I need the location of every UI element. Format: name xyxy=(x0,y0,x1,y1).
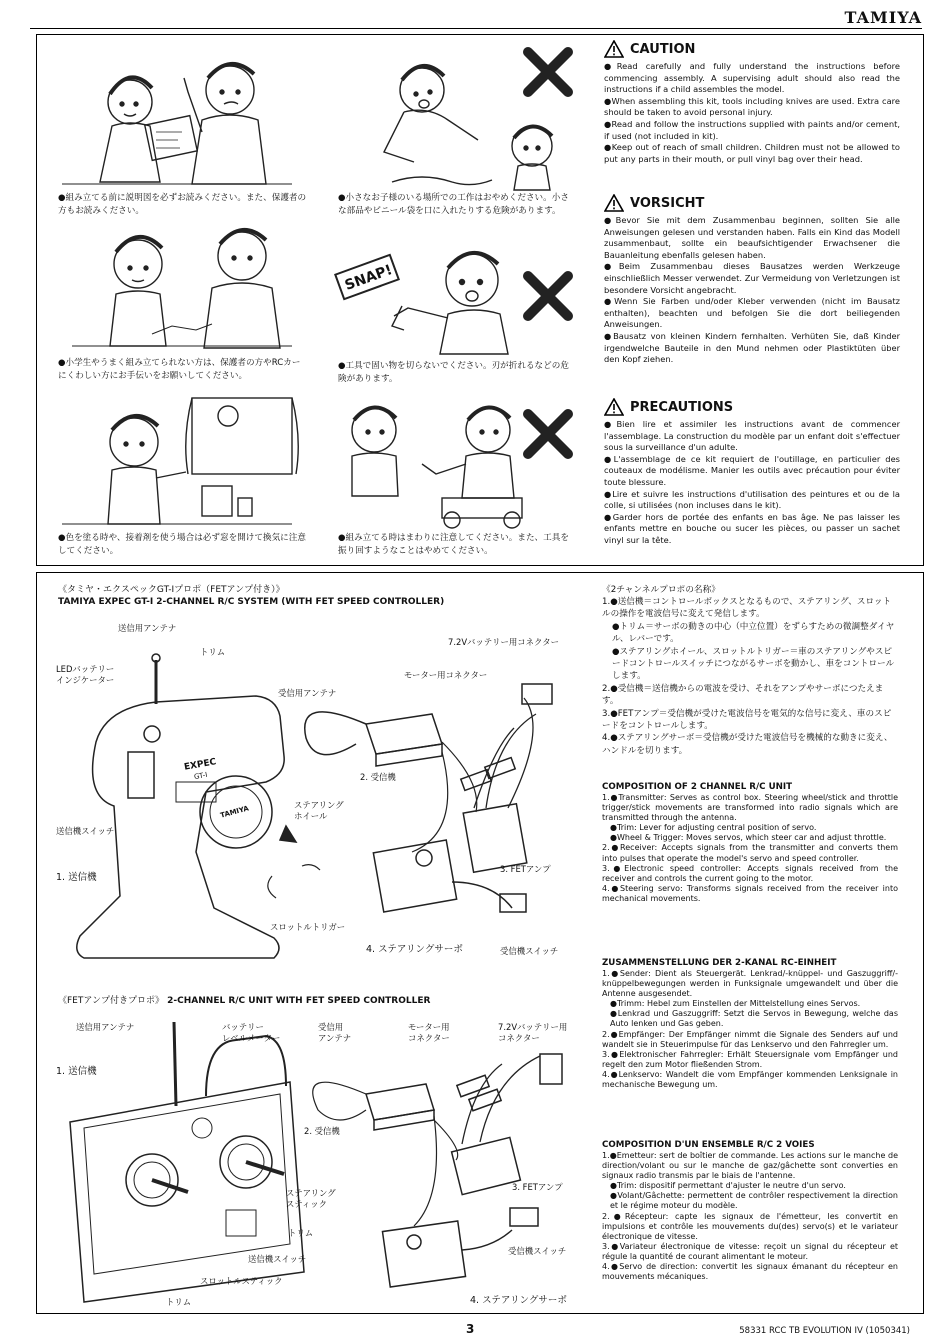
composition-fr-section xyxy=(602,1140,898,1282)
header-rule xyxy=(30,28,922,29)
expec-logo-text: EXPEC xyxy=(183,757,218,773)
label2-rx-antenna: 受信用 アンテナ xyxy=(318,1022,352,1043)
composition-en-list xyxy=(602,793,898,904)
names-jp-title: 《2チャンネルプロポの名称》 xyxy=(602,585,720,595)
tamiya-wheel-text: TAMIYA xyxy=(219,804,250,820)
warning-triangle-icon xyxy=(604,398,624,416)
caption-ask-for-help: ●小学生やうまく組み立てられない方は、保護者の方やRCカーにくわしい方にお手伝いをお願いしてください。 xyxy=(58,358,301,381)
composition-en-title: COMPOSITION OF 2 CHANNEL R/C UNIT xyxy=(602,782,793,792)
composition-fr-item: ●Volant/Gâchette: permettent de contrôler respectivement la direction et le régime moteur du modèle. xyxy=(610,1191,898,1211)
diagram2-title xyxy=(58,993,430,1006)
caution-item: ●Keep out of reach of small children. Children must not be allowed to put any parts in their mouth, or pull vinyl bag over their head. xyxy=(604,142,900,164)
vorsicht-item: ●Beim Zusammenbau dieses Bausatzes werden Werkzeuge einschließlich Messer verwendet. Zur Vermeidung von Verletzungen ist besondere Vorsicht angebracht. xyxy=(604,261,900,295)
caution-title: CAUTION xyxy=(630,41,696,57)
label-battery-connector: 7.2Vバッテリー用コネクター xyxy=(448,637,560,647)
names-jp-item: 4.●ステアリングサーボ＝受信機が受けた電波信号を機械的な動きに変え、ハンドルを切ります。 xyxy=(602,733,893,756)
composition-de-item: ●Lenkrad und Gaszuggriff: Setzt die Servos in Bewegung, welche das Auto lenken und Gas geben. xyxy=(610,1009,898,1029)
label2-tx-switch: 送信機スイッチ xyxy=(248,1254,307,1264)
vorsicht-heading xyxy=(604,194,900,212)
names-jp-section xyxy=(602,583,898,757)
names-jp-item: ●トリム＝サーボの動きの中心（中立位置）をずらすための微調整ダイヤル、レバーです。 xyxy=(612,621,895,645)
vorsicht-item: ●Bevor Sie mit dem Zusammenbau beginnen, sollten Sie alle Anweisungen gelesen und verstanden haben. Falls ein Kind das Modell zusammenbaut, sollte ein beaufsichtigender Erwachsener die Bauanleitung ebenfalls gelesen haben. xyxy=(604,215,900,260)
names-jp-item: ●ステアリングホイール、スロットルトリガー＝車のステアリングやスピードコントロールスイッチにつながるサーボを動かし、車をコントロールします。 xyxy=(612,646,895,682)
label-fet: 3. FETアンプ xyxy=(500,864,551,874)
diagram2-title-en: 2-CHANNEL R/C UNIT WITH FET SPEED CONTROLLER xyxy=(167,996,431,1006)
precautions-heading xyxy=(604,398,900,416)
brand-logo: TAMIYA xyxy=(844,8,922,27)
label2-rx-switch: 受信機スイッチ xyxy=(508,1246,567,1256)
warning-triangle-icon xyxy=(604,194,624,212)
composition-en-item: 2.●Receiver: Accepts signals from the transmitter and converts them into pulses that operate the model's servo and speed controller. xyxy=(602,843,898,863)
composition-en-item: 1.●Transmitter: Serves as control box. Steering wheel/stick and throttle trigger/stick movements are transformed into radio signals which are transmitted through the antenna. xyxy=(602,793,898,823)
label-transmitter: 1. 送信機 xyxy=(56,872,97,883)
composition-en-item: 3.●Electronic speed controller: Accepts signals received from the receiver and controls the current going to the motor. xyxy=(602,863,898,883)
document-code: 58331 RCC TB EVOLUTION IV (1050341) xyxy=(739,1326,910,1336)
composition-de-list xyxy=(602,969,898,1090)
composition-de-section xyxy=(602,958,898,1090)
label2-trim-2: トリム xyxy=(166,1297,192,1307)
composition-fr-list xyxy=(602,1151,898,1282)
composition-de-item: 1.●Sender: Dient als Steuergerät. Lenkrad/-knüppel- und Gaszuggriff/- knüppelbewegungen werden in Funksignale umgewandelt und über die Antenne ausgesendet. xyxy=(602,969,898,999)
caption-ventilate-window: ●色を塗る時や、接着剤を使う場合は必ず窓を開けて換気に注意してください。 xyxy=(58,533,306,556)
composition-de-item: 3.●Elektronischer Fahrregler: Erhält Steuersignale vom Empfänger und regelt den zum Motor fließenden Strom. xyxy=(602,1049,898,1069)
caption-no-hard-cutting: ●工具で固い物を切らないでください。刃が折れるなどの危険があります。 xyxy=(338,361,569,384)
label2-level-meter: バッテリー レベルメーター xyxy=(222,1022,281,1043)
label2-motor-connector: モーター用 コネクター xyxy=(408,1022,450,1043)
snap-text: SNAP! xyxy=(342,262,395,294)
diagram-fet-rc-unit xyxy=(56,1010,596,1306)
label2-fet: 3. FETアンプ xyxy=(512,1182,563,1192)
label2-trim-1: トリム xyxy=(288,1228,314,1238)
label2-throttle-stick: スロットルスティック xyxy=(200,1276,283,1286)
caution-body xyxy=(604,61,900,165)
caution-item: ●Read carefully and fully understand the instructions before commencing assembly. A supervising adult should also read the instructions if a child assembles the model. xyxy=(604,61,900,95)
diagram1-title-en: TAMIYA EXPEC GT-I 2-CHANNEL R/C SYSTEM (WITH FET SPEED CONTROLLER) xyxy=(58,597,445,607)
composition-de-title: ZUSAMMENSTELLUNG DER 2-KANAL RC-EINHEIT xyxy=(602,958,837,968)
illustration-adult-helper xyxy=(52,214,302,354)
label-tx-antenna: 送信用アンテナ xyxy=(118,623,177,633)
label2-receiver: 2. 受信機 xyxy=(304,1126,340,1136)
names-jp-list xyxy=(602,596,898,757)
label-rx-antenna: 受信用アンテナ xyxy=(278,688,337,698)
composition-fr-item: 1.●Emetteur: sert de boîtier de commande. Les actions sur le manche de direction/volant ou sur le manche de gaz/gâchette sont converties en signaux radio transmis par le biais de l'antenne. xyxy=(602,1151,898,1181)
illustration-tool-swinging xyxy=(332,394,582,530)
names-jp-item: 3.●FETアンプ＝受信機が受けた電波信号を電気的な信号に変え、車のスピードをコントロールします。 xyxy=(602,708,892,732)
vorsicht-section xyxy=(604,194,900,366)
composition-fr-item: 4.●Servo de direction: convertit les signaux émanant du récepteur en mouvements mécaniques. xyxy=(602,1262,898,1282)
composition-en-section xyxy=(602,782,898,904)
diagram1-title-jp: 《タミヤ・エクスペックGT-Ⅰプロポ（FETアンプ付き）》 xyxy=(58,585,285,595)
page-number: 3 xyxy=(466,1322,475,1336)
precautions-item: ●Garder hors de portée des enfants en bas âge. Ne pas laisser les enfants mettre en bouche ou sucer les pièces, ou passer un sachet vinyl sur la tête. xyxy=(604,511,900,545)
composition-de-item: 4.●Lenkservo: Wandelt die vom Empfänger kommenden Lenksignale in mechanische Bewegung um. xyxy=(602,1069,898,1090)
precautions-item: ●Bien lire et assimiler les instructions avant de commencer l'assemblage. La construction du modèle par un enfant doit s'effectuer sous la surveillance d'un adulte. xyxy=(604,419,900,453)
caution-section xyxy=(604,40,900,165)
gt1-text: GT-I xyxy=(193,770,208,782)
precautions-item: ●Lire et suivre les instructions d'utilisation des peintures et ou de la colle, si utilisées (non incluses dans le kit). xyxy=(604,488,900,511)
illustration-reading-instructions xyxy=(52,42,302,190)
caution-heading xyxy=(604,40,900,58)
label2-tx-antenna: 送信用アンテナ xyxy=(76,1022,135,1032)
composition-fr-item: ●Trim: dispositif permettant d'ajuster le neutre d'un servo. xyxy=(610,1181,846,1191)
label2-transmitter: 1. 送信機 xyxy=(56,1066,97,1077)
vorsicht-item: ●Wenn Sie Farben und/oder Kleber verwenden (nicht im Bausatz enthalten), beachten und befolgen Sie die dort beiliegenden Anweisungen. xyxy=(604,296,900,330)
names-jp-item: 1.●送信機＝コントロールボックスとなるもので、ステアリング、スロットルの操作を電波信号に変えて発信します。 xyxy=(602,597,892,620)
caution-item: ●When assembling this kit, tools including knives are used. Extra care should be taken to avoid personal injury. xyxy=(604,95,900,118)
caption-read-instructions: ●組み立てる前に説明図を必ずお読みください。また、保護者の方もお読みください。 xyxy=(58,193,307,216)
label2-battery-connector: 7.2Vバッテリー用 コネクター xyxy=(498,1022,568,1043)
caption-careful-with-tools: ●組み立てる時はまわりに注意してください。また、工具を振り回すようなことはやめてください。 xyxy=(338,533,569,556)
composition-fr-title: COMPOSITION D'UN ENSEMBLE R/C 2 VOIES xyxy=(602,1140,815,1150)
label-steering-servo: 4. ステアリングサーボ xyxy=(366,944,463,955)
label-throttle-trigger: スロットルトリガー xyxy=(270,922,346,932)
label-receiver: 2. 受信機 xyxy=(360,772,396,782)
illustration-small-child xyxy=(332,42,582,192)
precautions-item: ●L'assemblage de ce kit requiert de l'outillage, en particulier des couteaux de modélisme. Manier les outils avec précaution pour éviter toute blessure. xyxy=(604,453,900,487)
illustration-hard-cutting xyxy=(332,226,582,356)
label2-steering-stick: ステアリング スティック xyxy=(286,1188,336,1209)
precautions-body xyxy=(604,419,900,547)
diagram2-title-jp: 《FETアンプ付きプロポ》 xyxy=(58,996,165,1006)
vorsicht-body xyxy=(604,215,900,366)
label-motor-connector: モーター用コネクター xyxy=(404,670,488,680)
label-trim: トリム xyxy=(200,647,226,657)
warning-triangle-icon xyxy=(604,40,624,58)
label-led-indicator: LEDバッテリー インジケーター xyxy=(56,664,115,685)
diagram-expec-gt1-system xyxy=(56,612,596,972)
precautions-section xyxy=(604,398,900,547)
composition-en-item: ●Trim: Lever for adjusting central position of servo. xyxy=(610,823,817,833)
composition-fr-item: 3.●Variateur électronique de vitesse: reçoit un signal du récepteur et régule la quantité de courant alimentant le moteur. xyxy=(602,1241,898,1261)
vorsicht-item: ●Bausatz von kleinen Kindern fernhalten. Verhüten Sie, daß Kinder irgendwelche Bauteile in den Mund nehmen oder Plastiktüten über den Kopf ziehen. xyxy=(604,330,900,365)
vorsicht-title: VORSICHT xyxy=(630,195,705,211)
label-tx-switch: 送信機スイッチ xyxy=(56,826,115,836)
caption-small-children: ●小さなお子様のいる場所での工作はおやめください。小さな部品やビニール袋を口に入れたりする危険があります。 xyxy=(338,193,569,216)
illustration-ventilation xyxy=(52,394,302,530)
composition-en-item: 4.●Steering servo: Transforms signals received from the receiver into mechanical movements. xyxy=(602,883,898,903)
caution-item: ●Read and follow the instructions supplied with paints and/or cement, if used (not included in kit). xyxy=(604,118,900,141)
composition-fr-item: 2.●Récepteur: capte les signaux de l'émetteur, les convertit en impulsions et contrôle les mouvements du(des) servo(s) et le variateur électronique de vitesse. xyxy=(602,1211,898,1241)
label-rx-switch: 受信機スイッチ xyxy=(500,946,559,956)
label-steering-wheel: ステアリング ホイール xyxy=(294,800,344,821)
label2-steering-servo: 4. ステアリングサーボ xyxy=(470,1295,567,1306)
composition-en-item: ●Wheel & Trigger: Moves servos, which steer car and adjust throttle. xyxy=(610,833,887,843)
precautions-title: PRECAUTIONS xyxy=(630,399,734,415)
names-jp-item: 2.●受信機＝送信機からの電波を受け、それをアンプやサーボにつたえます。 xyxy=(602,683,884,707)
composition-de-item: 2.●Empfänger: Der Empfänger nimmt die Signale des Senders auf und wandelt sie in Steuerimpulse für das Lenkservo und den Fahrregler um. xyxy=(602,1029,898,1049)
composition-de-item: ●Trimm: Hebel zum Einstellen der Mittelstellung eines Servos. xyxy=(610,999,861,1009)
